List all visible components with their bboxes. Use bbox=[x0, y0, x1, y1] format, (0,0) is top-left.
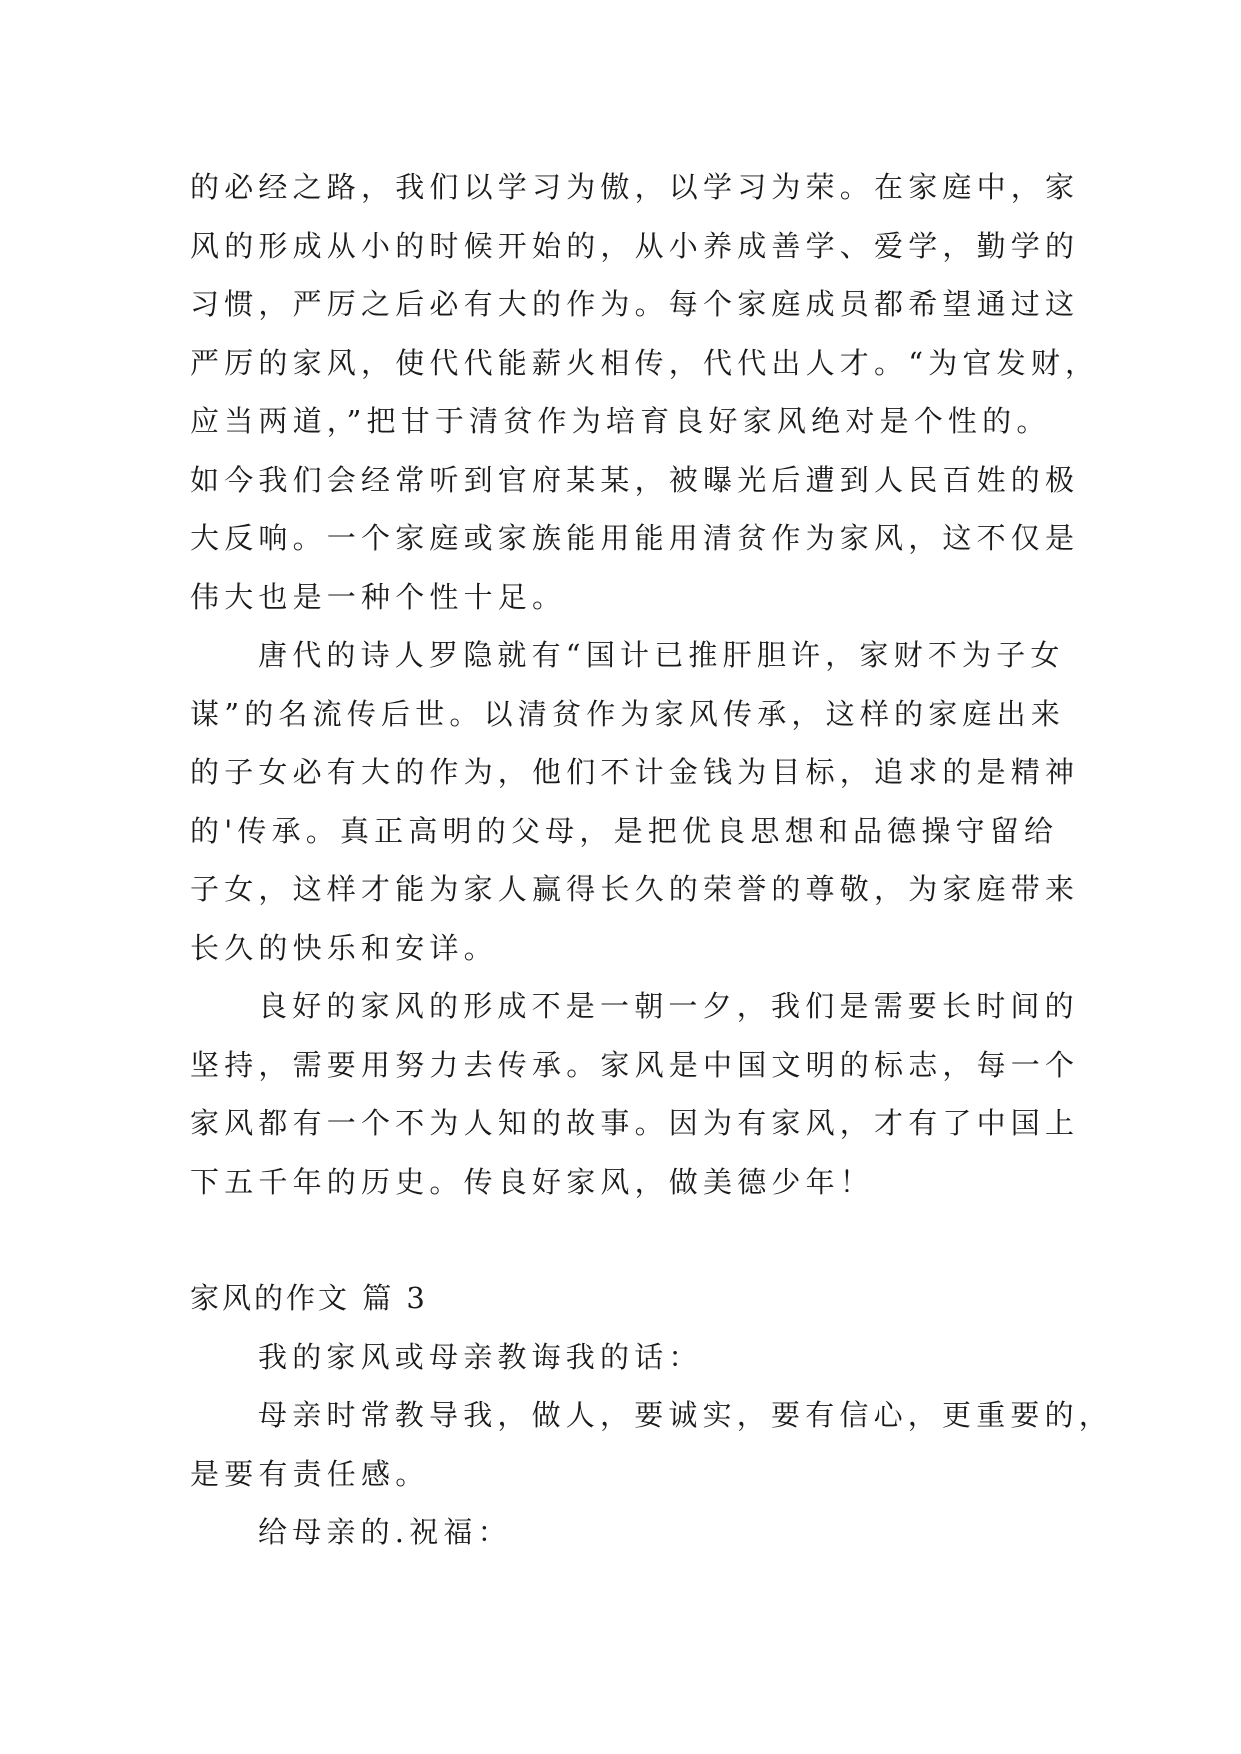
text-line: 家风都有一个不为人知的故事。因为有家风，才有了中国上 bbox=[190, 1106, 1080, 1140]
text-line: 子女，这样才能为家人赢得长久的荣誉的尊敬，为家庭带来 bbox=[190, 872, 1080, 906]
paragraph-mother-teaching bbox=[190, 1386, 1114, 1503]
text-line: 如今我们会经常听到官府某某，被曝光后遭到人民百姓的极 bbox=[190, 462, 1080, 497]
text-line: 的'传承。真正高明的父母，是把优良思想和品德操守留给 bbox=[190, 813, 1059, 848]
text-line: 下五千年的历史。传良好家风，做美德少年！ bbox=[190, 1164, 875, 1199]
text-line: 唐代的诗人罗隐就有“国计已推肝胆许，家财不为子女 bbox=[258, 638, 1065, 672]
text-line: 严厉的家风，使代代能薪火相传，代代出人才。“为官发财， bbox=[190, 345, 1100, 380]
text-line: 的子女必有大的作为，他们不计金钱为目标，追求的是精神 bbox=[190, 755, 1080, 789]
text-line: 给母亲的.祝福： bbox=[258, 1515, 512, 1549]
section-spacer bbox=[190, 1211, 1060, 1269]
text-line: 大反响。一个家庭或家族能用能用清贫作为家风，这不仅是 bbox=[190, 521, 1080, 555]
paragraph-continued bbox=[190, 158, 1100, 626]
text-line: 良好的家风的形成不是一朝一夕，我们是需要长时间的 bbox=[258, 989, 1079, 1023]
text-line: 伟大也是一种个性十足。 bbox=[190, 579, 567, 614]
text-line: 坚持，需要用努力去传承。家风是中国文明的标志，每一个 bbox=[190, 1047, 1080, 1082]
paragraph-blessing-intro bbox=[190, 1503, 1060, 1562]
paragraph-good-family-tradition bbox=[190, 977, 1080, 1211]
text-line: 长久的快乐和安详。 bbox=[190, 930, 498, 965]
text-line: 母亲时常教导我，做人，要诚实，要有信心，更重要的， bbox=[258, 1398, 1114, 1432]
section-heading: 家风的作文 篇 3 bbox=[190, 1281, 428, 1315]
text-line: 是要有责任感。 bbox=[190, 1456, 430, 1491]
text-line: 风的形成从小的时候开始的，从小养成善学、爱学，勤学的 bbox=[190, 228, 1080, 263]
text-line: 习惯，严厉之后必有大的作为。每个家庭成员都希望通过这 bbox=[190, 287, 1080, 321]
text-line: 我的家风或母亲教诲我的话： bbox=[258, 1339, 703, 1374]
text-line: 应当两道，”把甘于清贫作为培育良好家风绝对是个性的。 bbox=[190, 404, 1051, 438]
paragraph-mother-words-intro bbox=[190, 1328, 1060, 1387]
paragraph-tang-poet bbox=[190, 626, 1080, 977]
text-line: 谋”的名流传后世。以清贫作为家风传承，这样的家庭出来 bbox=[190, 696, 1066, 731]
document-body bbox=[190, 158, 1114, 1562]
text-line: 的必经之路，我们以学习为傲，以学习为荣。在家庭中，家 bbox=[190, 170, 1080, 204]
